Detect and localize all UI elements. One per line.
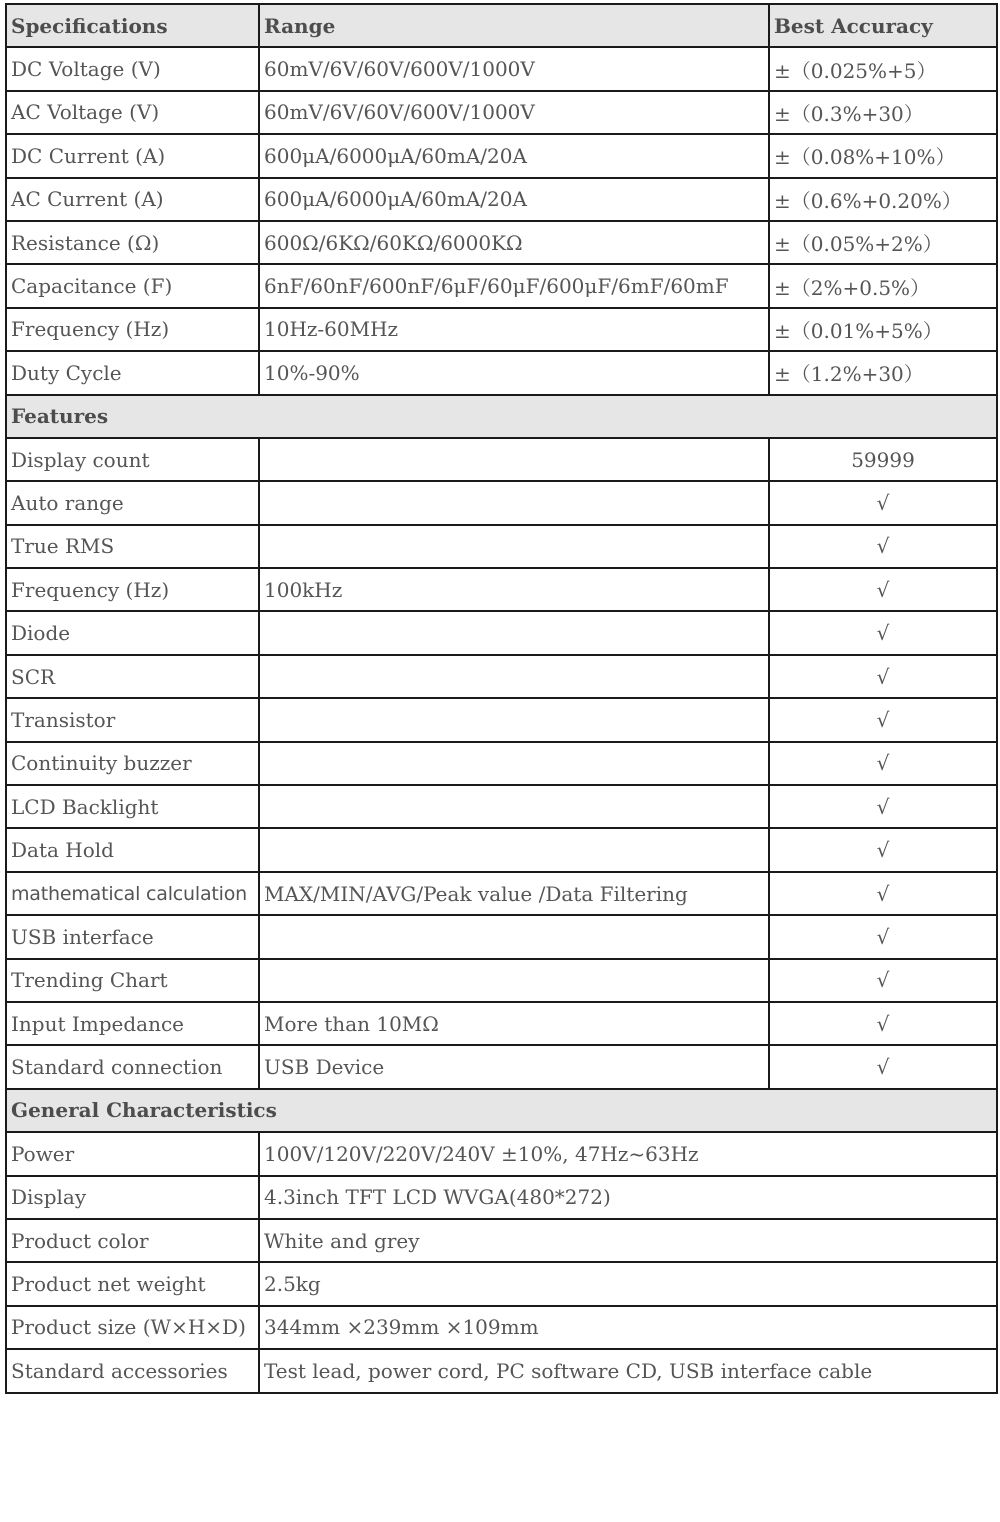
feature-checkmark: √ — [769, 742, 997, 785]
feature-range: MAX/MIN/AVG/Peak value /Data Filtering — [259, 872, 769, 915]
spec-row — [6, 91, 997, 134]
general-row — [6, 1132, 997, 1175]
feature-row — [6, 698, 997, 741]
feature-checkmark: √ — [769, 828, 997, 871]
feature-row — [6, 828, 997, 871]
spec-name: Frequency (Hz) — [6, 308, 259, 351]
spec-name: AC Voltage (V) — [6, 91, 259, 134]
spec-row — [6, 264, 997, 307]
general-row — [6, 1219, 997, 1262]
spec-accuracy: ±（0.3%+30） — [769, 91, 997, 134]
spec-row — [6, 178, 997, 221]
spec-name: Capacitance (F) — [6, 264, 259, 307]
feature-checkmark: √ — [769, 568, 997, 611]
feature-name: Data Hold — [6, 828, 259, 871]
feature-name: Auto range — [6, 481, 259, 524]
feature-name: Transistor — [6, 698, 259, 741]
feature-row — [6, 1045, 997, 1088]
spec-range: 600μA/6000μA/60mA/20A — [259, 178, 769, 221]
spec-accuracy: ±（0.01%+5%） — [769, 308, 997, 351]
feature-range — [259, 525, 769, 568]
feature-checkmark: √ — [769, 655, 997, 698]
feature-name: Continuity buzzer — [6, 742, 259, 785]
general-name: Power — [6, 1132, 259, 1175]
general-value: 100V/120V/220V/240V ±10%, 47Hz~63Hz — [259, 1132, 997, 1175]
feature-row — [6, 525, 997, 568]
feature-name: USB interface — [6, 915, 259, 958]
feature-row — [6, 655, 997, 698]
feature-name: Standard connection — [6, 1045, 259, 1088]
general-value: 344mm ×239mm ×109mm — [259, 1306, 997, 1349]
general-name: Product size (W×H×D) — [6, 1306, 259, 1349]
feature-range — [259, 785, 769, 828]
spec-row — [6, 308, 997, 351]
spec-name: Resistance (Ω) — [6, 221, 259, 264]
spec-row — [6, 351, 997, 394]
feature-checkmark: √ — [769, 785, 997, 828]
feature-range — [259, 742, 769, 785]
general-value: 2.5kg — [259, 1262, 997, 1305]
feature-checkmark: √ — [769, 1002, 997, 1045]
general-row — [6, 1306, 997, 1349]
feature-name: Input Impedance — [6, 1002, 259, 1045]
general-name: Standard accessories — [6, 1349, 259, 1392]
feature-row — [6, 872, 997, 915]
feature-checkmark: √ — [769, 611, 997, 654]
feature-range — [259, 481, 769, 524]
general-value: Test lead, power cord, PC software CD, USB interface cable — [259, 1349, 997, 1392]
feature-row — [6, 568, 997, 611]
spec-row — [6, 134, 997, 177]
spec-range: 600Ω/6KΩ/60KΩ/6000KΩ — [259, 221, 769, 264]
feature-range: USB Device — [259, 1045, 769, 1088]
general-name: Product net weight — [6, 1262, 259, 1305]
feature-row — [6, 742, 997, 785]
feature-name: mathematical calculation — [6, 872, 259, 915]
spec-range: 10Hz-60MHz — [259, 308, 769, 351]
general-name: Display — [6, 1176, 259, 1219]
features-section-row — [6, 395, 997, 438]
feature-row — [6, 915, 997, 958]
feature-row — [6, 1002, 997, 1045]
header-range: Range — [259, 4, 769, 47]
feature-name: Frequency (Hz) — [6, 568, 259, 611]
spec-row — [6, 221, 997, 264]
general-row — [6, 1262, 997, 1305]
feature-range — [259, 698, 769, 741]
feature-row — [6, 959, 997, 1002]
feature-name: True RMS — [6, 525, 259, 568]
spec-range: 600μA/6000μA/60mA/20A — [259, 134, 769, 177]
spec-range: 6nF/60nF/600nF/6μF/60μF/600μF/6mF/60mF — [259, 264, 769, 307]
feature-row — [6, 785, 997, 828]
spec-range: 10%-90% — [259, 351, 769, 394]
header-specifications: Specifications — [6, 4, 259, 47]
feature-checkmark: √ — [769, 915, 997, 958]
feature-name: SCR — [6, 655, 259, 698]
feature-row — [6, 481, 997, 524]
spec-range: 60mV/6V/60V/600V/1000V — [259, 47, 769, 90]
header-accuracy: Best Accuracy — [769, 4, 997, 47]
general-row — [6, 1176, 997, 1219]
spec-accuracy: ±（0.025%+5） — [769, 47, 997, 90]
specifications-table — [5, 3, 998, 1394]
feature-name: LCD Backlight — [6, 785, 259, 828]
feature-value: 59999 — [769, 438, 997, 481]
feature-range — [259, 655, 769, 698]
feature-checkmark: √ — [769, 698, 997, 741]
spec-name: DC Current (A) — [6, 134, 259, 177]
feature-checkmark: √ — [769, 872, 997, 915]
feature-row — [6, 438, 997, 481]
feature-checkmark: √ — [769, 1045, 997, 1088]
feature-range — [259, 959, 769, 1002]
feature-checkmark: √ — [769, 525, 997, 568]
general-row — [6, 1349, 997, 1392]
feature-range — [259, 915, 769, 958]
spec-accuracy: ±（2%+0.5%） — [769, 264, 997, 307]
feature-row — [6, 611, 997, 654]
spec-name: AC Current (A) — [6, 178, 259, 221]
feature-range — [259, 438, 769, 481]
general-value: White and grey — [259, 1219, 997, 1262]
spec-accuracy: ±（0.6%+0.20%） — [769, 178, 997, 221]
spec-row — [6, 47, 997, 90]
header-row — [6, 4, 997, 47]
spec-accuracy: ±（0.05%+2%） — [769, 221, 997, 264]
feature-range: More than 10MΩ — [259, 1002, 769, 1045]
feature-range — [259, 611, 769, 654]
general-name: Product color — [6, 1219, 259, 1262]
spec-range: 60mV/6V/60V/600V/1000V — [259, 91, 769, 134]
features-section-title: Features — [6, 395, 997, 438]
feature-name: Diode — [6, 611, 259, 654]
spec-accuracy: ±（0.08%+10%） — [769, 134, 997, 177]
general-section-row — [6, 1089, 997, 1132]
general-section-title: General Characteristics — [6, 1089, 997, 1132]
feature-name: Display count — [6, 438, 259, 481]
spec-name: DC Voltage (V) — [6, 47, 259, 90]
spec-accuracy: ±（1.2%+30） — [769, 351, 997, 394]
feature-checkmark: √ — [769, 959, 997, 1002]
general-value: 4.3inch TFT LCD WVGA(480*272) — [259, 1176, 997, 1219]
feature-range — [259, 828, 769, 871]
feature-range: 100kHz — [259, 568, 769, 611]
spec-name: Duty Cycle — [6, 351, 259, 394]
feature-name: Trending Chart — [6, 959, 259, 1002]
feature-checkmark: √ — [769, 481, 997, 524]
